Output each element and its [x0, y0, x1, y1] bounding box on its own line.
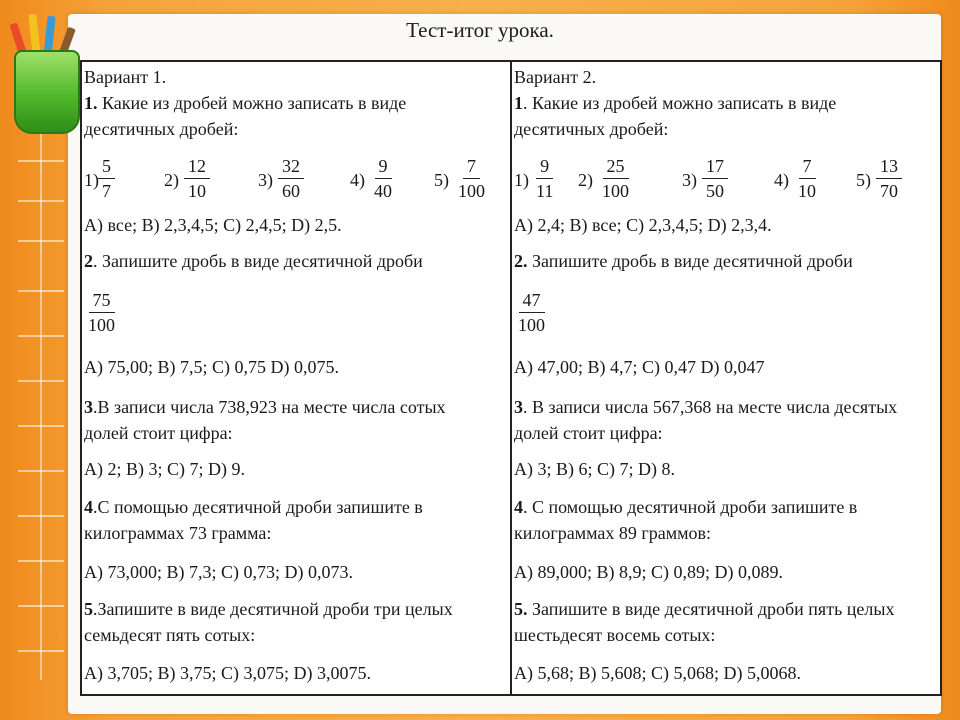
numerator: 75: [89, 288, 115, 313]
answer-options: А) 73,000; В) 7,3; С) 0,73; D) 0,073.: [84, 562, 353, 582]
background-line: [18, 200, 64, 202]
denominator: 60: [282, 181, 300, 201]
fraction: [598, 154, 633, 203]
numerator: 9: [536, 154, 553, 179]
question-number: 2: [84, 251, 93, 271]
variant-title: Вариант 2.: [514, 67, 597, 87]
question-number: 3: [514, 397, 523, 417]
question-3: [84, 394, 446, 420]
background-line: [18, 160, 64, 162]
question-text: Запишите в виде десятичной дроби пять целых: [527, 599, 895, 619]
denominator: 100: [88, 315, 115, 335]
background-line: [18, 560, 64, 562]
numerator: 7: [799, 154, 816, 179]
background-line: [18, 290, 64, 292]
answer-options: А) 47,00; В) 4,7; С) 0,47 D) 0,047: [514, 357, 765, 377]
background-line: [40, 120, 42, 680]
question-text: Какие из дробей можно записать в виде: [97, 93, 407, 113]
question-2: [84, 248, 423, 274]
background-line: [18, 240, 64, 242]
numerator: 9: [375, 154, 392, 179]
background-line: [18, 425, 64, 427]
question-1-cont: десятичных дробей:: [514, 119, 669, 139]
background-line: [18, 335, 64, 337]
background-line: [18, 650, 64, 652]
question-number: 5: [84, 599, 93, 619]
denominator: 10: [188, 181, 206, 201]
question-5-cont: шестьдесят восемь сотых:: [514, 625, 716, 645]
question-3: [514, 394, 897, 420]
fraction-index: 4): [350, 170, 365, 190]
question-4-cont: килограммах 89 граммов:: [514, 523, 712, 543]
background-line: [18, 380, 64, 382]
question-number: 4: [514, 497, 523, 517]
answer-options: А) 3,705; В) 3,75; С) 3,075; D) 3,0075.: [84, 663, 371, 683]
question-text: . Запишите дробь в виде десятичной дроби: [93, 251, 423, 271]
question-5-cont: семьдесят пять сотых:: [84, 625, 256, 645]
fraction-index: 5): [434, 170, 449, 190]
fraction-index: 5): [856, 170, 871, 190]
question-text: Запишите дробь в виде десятичной дроби: [527, 251, 853, 271]
question-1: [84, 90, 406, 116]
denominator: 40: [374, 181, 392, 201]
fraction: [98, 154, 115, 203]
answer-options: А) все; В) 2,3,4,5; С) 2,4,5; D) 2,5.: [84, 215, 342, 235]
denominator: 100: [518, 315, 545, 335]
numerator: 47: [519, 288, 545, 313]
fraction-index: 3): [682, 170, 697, 190]
fraction: [184, 154, 210, 203]
denominator: 11: [536, 181, 554, 201]
numerator: 25: [603, 154, 629, 179]
fraction: [84, 288, 119, 337]
question-number: 1: [514, 93, 523, 113]
question-3-cont: долей стоит цифра:: [84, 423, 233, 443]
question-text: . С помощью десятичной дроби запишите в: [523, 497, 858, 517]
page-title: Тест-итог урока.: [406, 18, 554, 42]
fraction: [278, 154, 304, 203]
fraction: [532, 154, 557, 203]
background-line: [18, 470, 64, 472]
answer-options: А) 3; В) 6; С) 7; D) 8.: [514, 459, 675, 479]
question-number: 3: [84, 397, 93, 417]
question-2: [514, 248, 853, 274]
answer-options: А) 2; В) 3; С) 7; D) 9.: [84, 459, 245, 479]
fraction-index: 2): [164, 170, 179, 190]
fraction-index: 1): [514, 170, 529, 190]
question-5: [84, 596, 453, 622]
question-text: .С помощью десятичной дроби запишите в: [93, 497, 423, 517]
variant-2-column: [512, 62, 940, 694]
denominator: 100: [458, 181, 485, 201]
background-line: [18, 515, 64, 517]
numerator: 5: [98, 154, 115, 179]
answer-options: А) 5,68; В) 5,608; С) 5,068; D) 5,0068.: [514, 663, 801, 683]
fraction-index: 4): [774, 170, 789, 190]
fraction-index: 1): [84, 170, 99, 190]
answer-options: А) 75,00; В) 7,5; С) 0,75 D) 0,075.: [84, 357, 339, 377]
fraction: [794, 154, 820, 203]
question-3-cont: долей стоит цифра:: [514, 423, 663, 443]
question-4: [514, 494, 857, 520]
denominator: 100: [602, 181, 629, 201]
numerator: 17: [702, 154, 728, 179]
question-text: . В записи числа 567,368 на месте числа десятых: [523, 397, 898, 417]
background-line: [18, 605, 64, 607]
question-4-cont: килограммах 73 грамма:: [84, 523, 272, 543]
numerator: 7: [463, 154, 480, 179]
fraction: [370, 154, 396, 203]
fraction: [514, 288, 549, 337]
question-number: 4: [84, 497, 93, 517]
question-text: .Запишите в виде десятичной дроби три целых: [93, 599, 453, 619]
answer-options: А) 2,4; В) все; С) 2,3,4,5; D) 2,3,4.: [514, 215, 772, 235]
numerator: 32: [278, 154, 304, 179]
fraction-index: 2): [578, 170, 593, 190]
question-4: [84, 494, 423, 520]
fraction: [876, 154, 902, 203]
question-number: 5.: [514, 599, 528, 619]
denominator: 7: [102, 181, 111, 201]
question-text: . Какие из дробей можно записать в виде: [523, 93, 837, 113]
fraction: [702, 154, 728, 203]
question-text: .В записи числа 738,923 на месте числа сотых: [93, 397, 446, 417]
denominator: 50: [706, 181, 724, 201]
test-table: [80, 60, 942, 696]
answer-options: А) 89,000; В) 8,9; С) 0,89; D) 0,089.: [514, 562, 783, 582]
question-1: [514, 90, 836, 116]
numerator: 12: [184, 154, 210, 179]
variant-1-column: [82, 62, 512, 694]
question-number: 2.: [514, 251, 528, 271]
fraction-index: 3): [258, 170, 273, 190]
question-number: 1.: [84, 93, 98, 113]
denominator: 10: [798, 181, 816, 201]
variant-title: Вариант 1.: [84, 67, 167, 87]
fraction: [454, 154, 489, 203]
numerator: 13: [876, 154, 902, 179]
question-5: [514, 596, 894, 622]
denominator: 70: [880, 181, 898, 201]
question-1-cont: десятичных дробей:: [84, 119, 239, 139]
